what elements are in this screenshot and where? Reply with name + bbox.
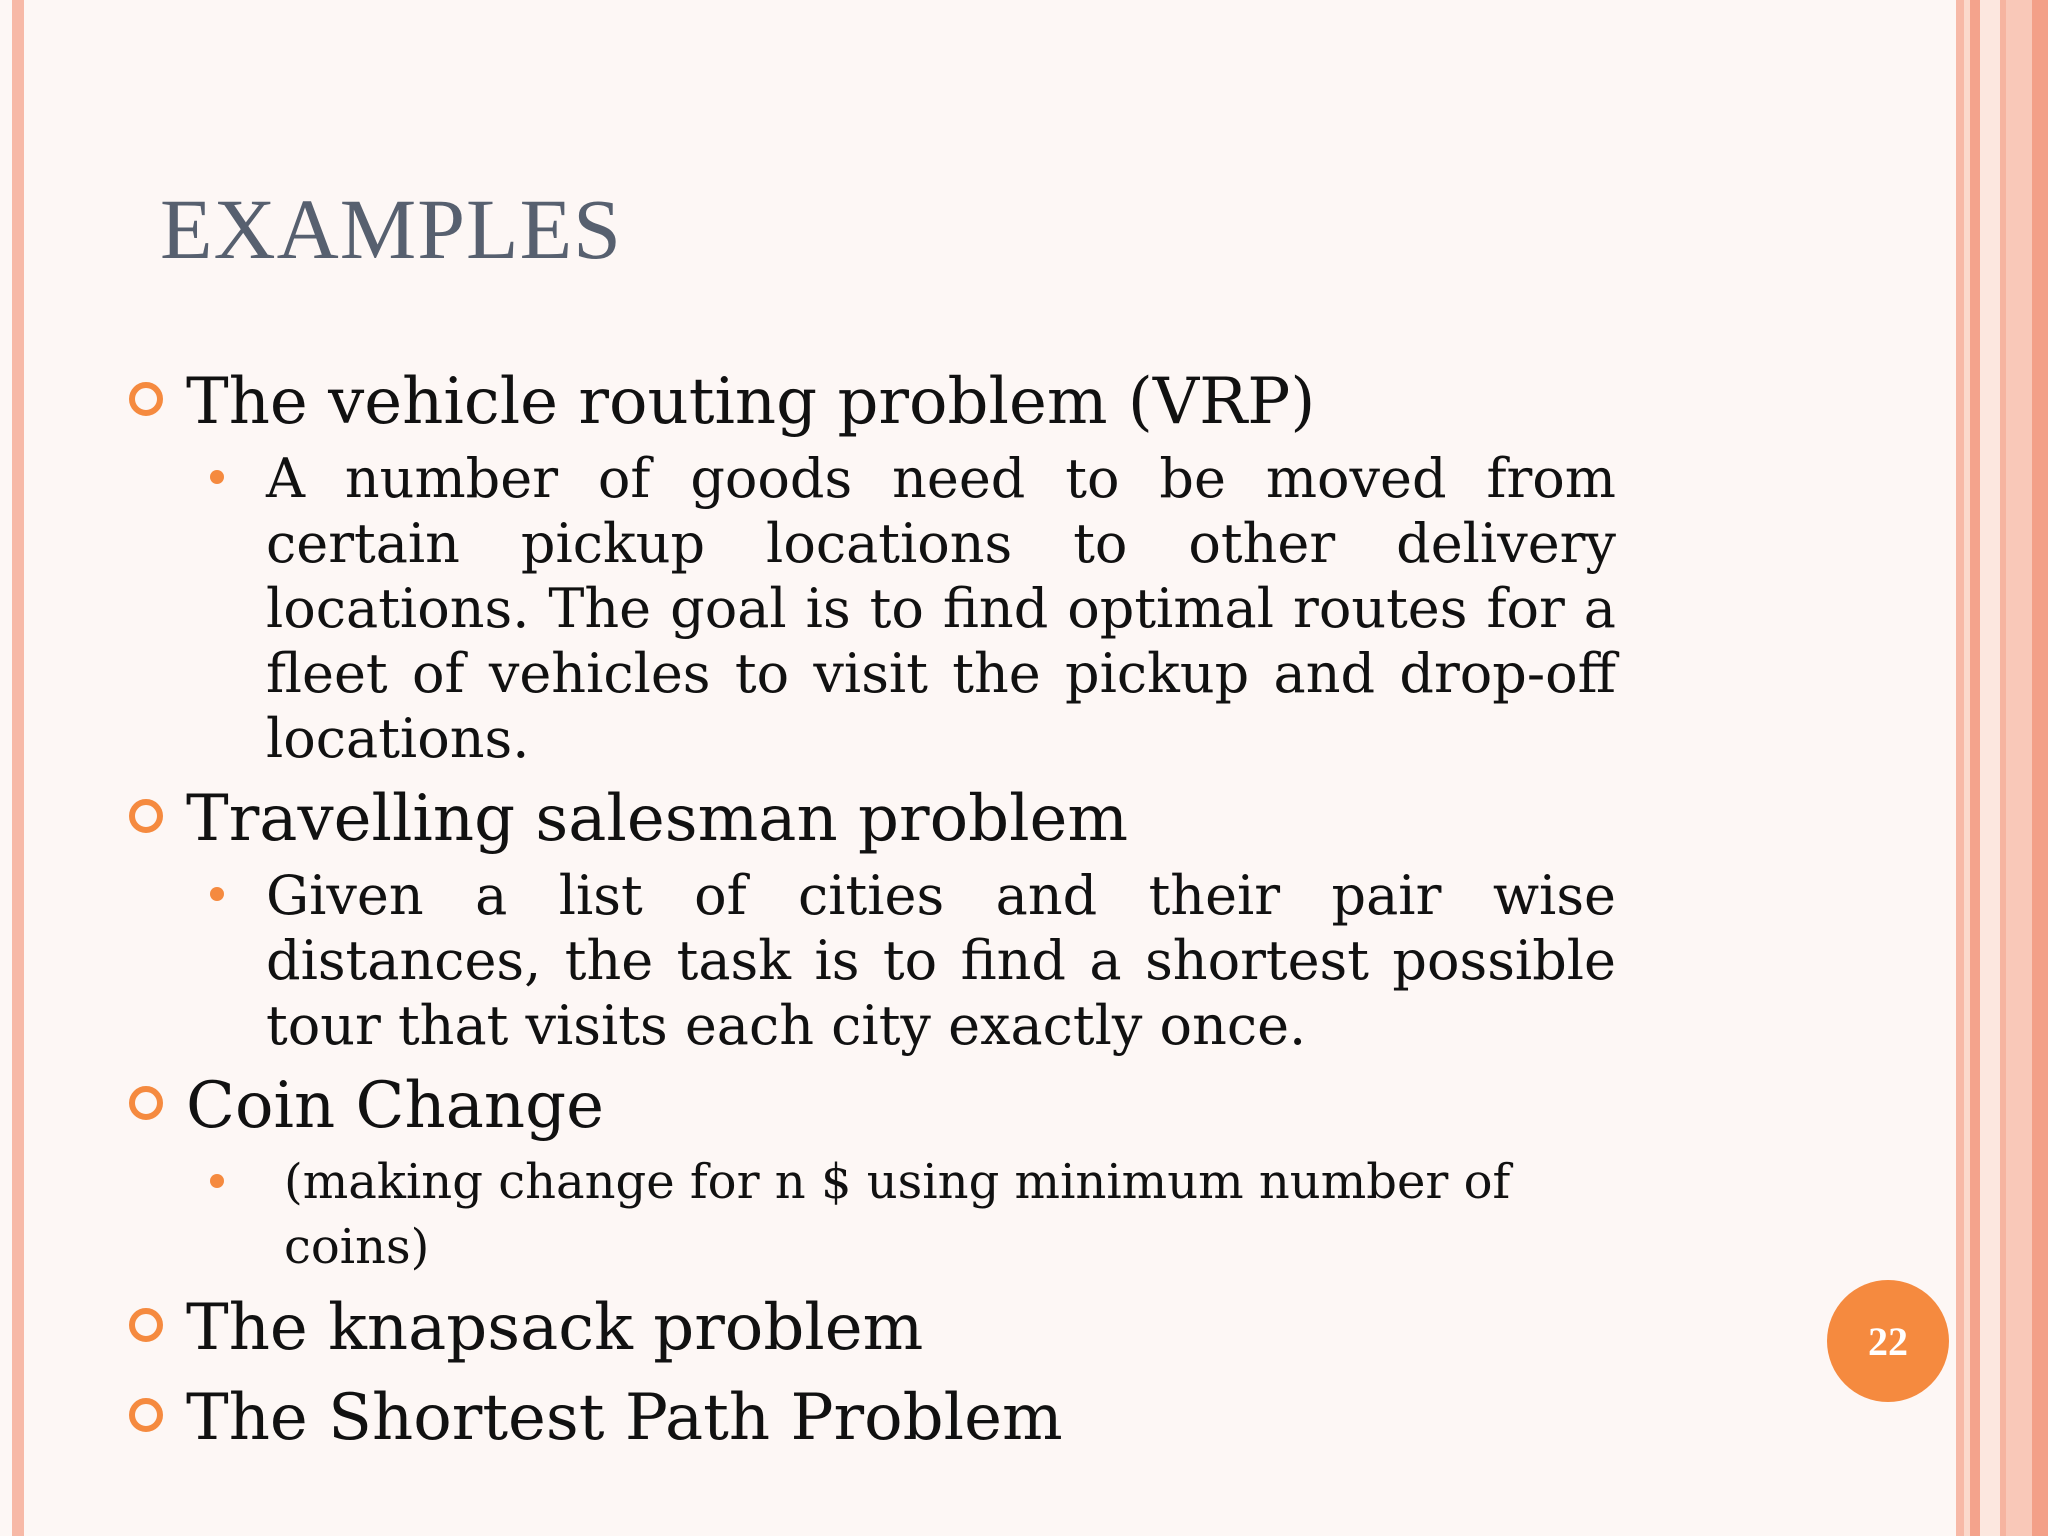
bullet-item-vrp bbox=[126, 362, 1756, 442]
right-border-stripes bbox=[1956, 0, 2048, 1536]
border-band bbox=[2006, 0, 2032, 1536]
ring-bullet-icon bbox=[129, 799, 163, 833]
bullet-text: Coin Change bbox=[186, 1069, 604, 1143]
sub-bullet-tsp bbox=[126, 863, 1616, 1058]
dot-bullet-icon bbox=[210, 1174, 224, 1188]
bullet-item-coin-change bbox=[126, 1066, 1756, 1146]
sub-bullet-text: Given a list of cities and their pair wise distances, the task is to find a shortest possible tour that visits each city exactly once. bbox=[266, 864, 1616, 1057]
page-number-badge: 22 bbox=[1827, 1280, 1949, 1402]
border-band bbox=[2032, 0, 2048, 1536]
sub-bullet-text: A number of goods need to be moved from certain pickup locations to other delivery locations. The goal is to find optimal routes for a fleet of vehicles to visit the pickup and drop-off locations. bbox=[266, 447, 1616, 770]
dot-bullet-icon bbox=[210, 470, 224, 484]
border-band bbox=[1970, 0, 1980, 1536]
bullet-item-knapsack bbox=[126, 1288, 1756, 1368]
ring-bullet-icon bbox=[129, 382, 163, 416]
bullet-text: Travelling salesman problem bbox=[186, 782, 1129, 856]
bullet-text: The knapsack problem bbox=[186, 1291, 924, 1365]
bullet-item-tsp bbox=[126, 779, 1756, 859]
ring-bullet-icon bbox=[129, 1086, 163, 1120]
border-band bbox=[1956, 0, 1964, 1536]
left-border-stripe bbox=[12, 0, 24, 1536]
bullet-list bbox=[126, 362, 1756, 1458]
ring-bullet-icon bbox=[129, 1398, 163, 1432]
sub-bullet-text: (making change for n $ using minimum number of coins) bbox=[284, 1154, 1511, 1275]
border-band bbox=[1980, 0, 2000, 1536]
bullet-text: The vehicle routing problem (VRP) bbox=[186, 365, 1316, 439]
sub-bullet-coin-change bbox=[126, 1150, 1616, 1280]
dot-bullet-icon bbox=[210, 887, 224, 901]
bullet-item-shortest-path bbox=[126, 1378, 1756, 1458]
sub-bullet-vrp bbox=[126, 446, 1616, 771]
ring-bullet-icon bbox=[129, 1308, 163, 1342]
slide-title: EXAMPLES bbox=[160, 181, 622, 277]
bullet-text: The Shortest Path Problem bbox=[186, 1381, 1063, 1455]
